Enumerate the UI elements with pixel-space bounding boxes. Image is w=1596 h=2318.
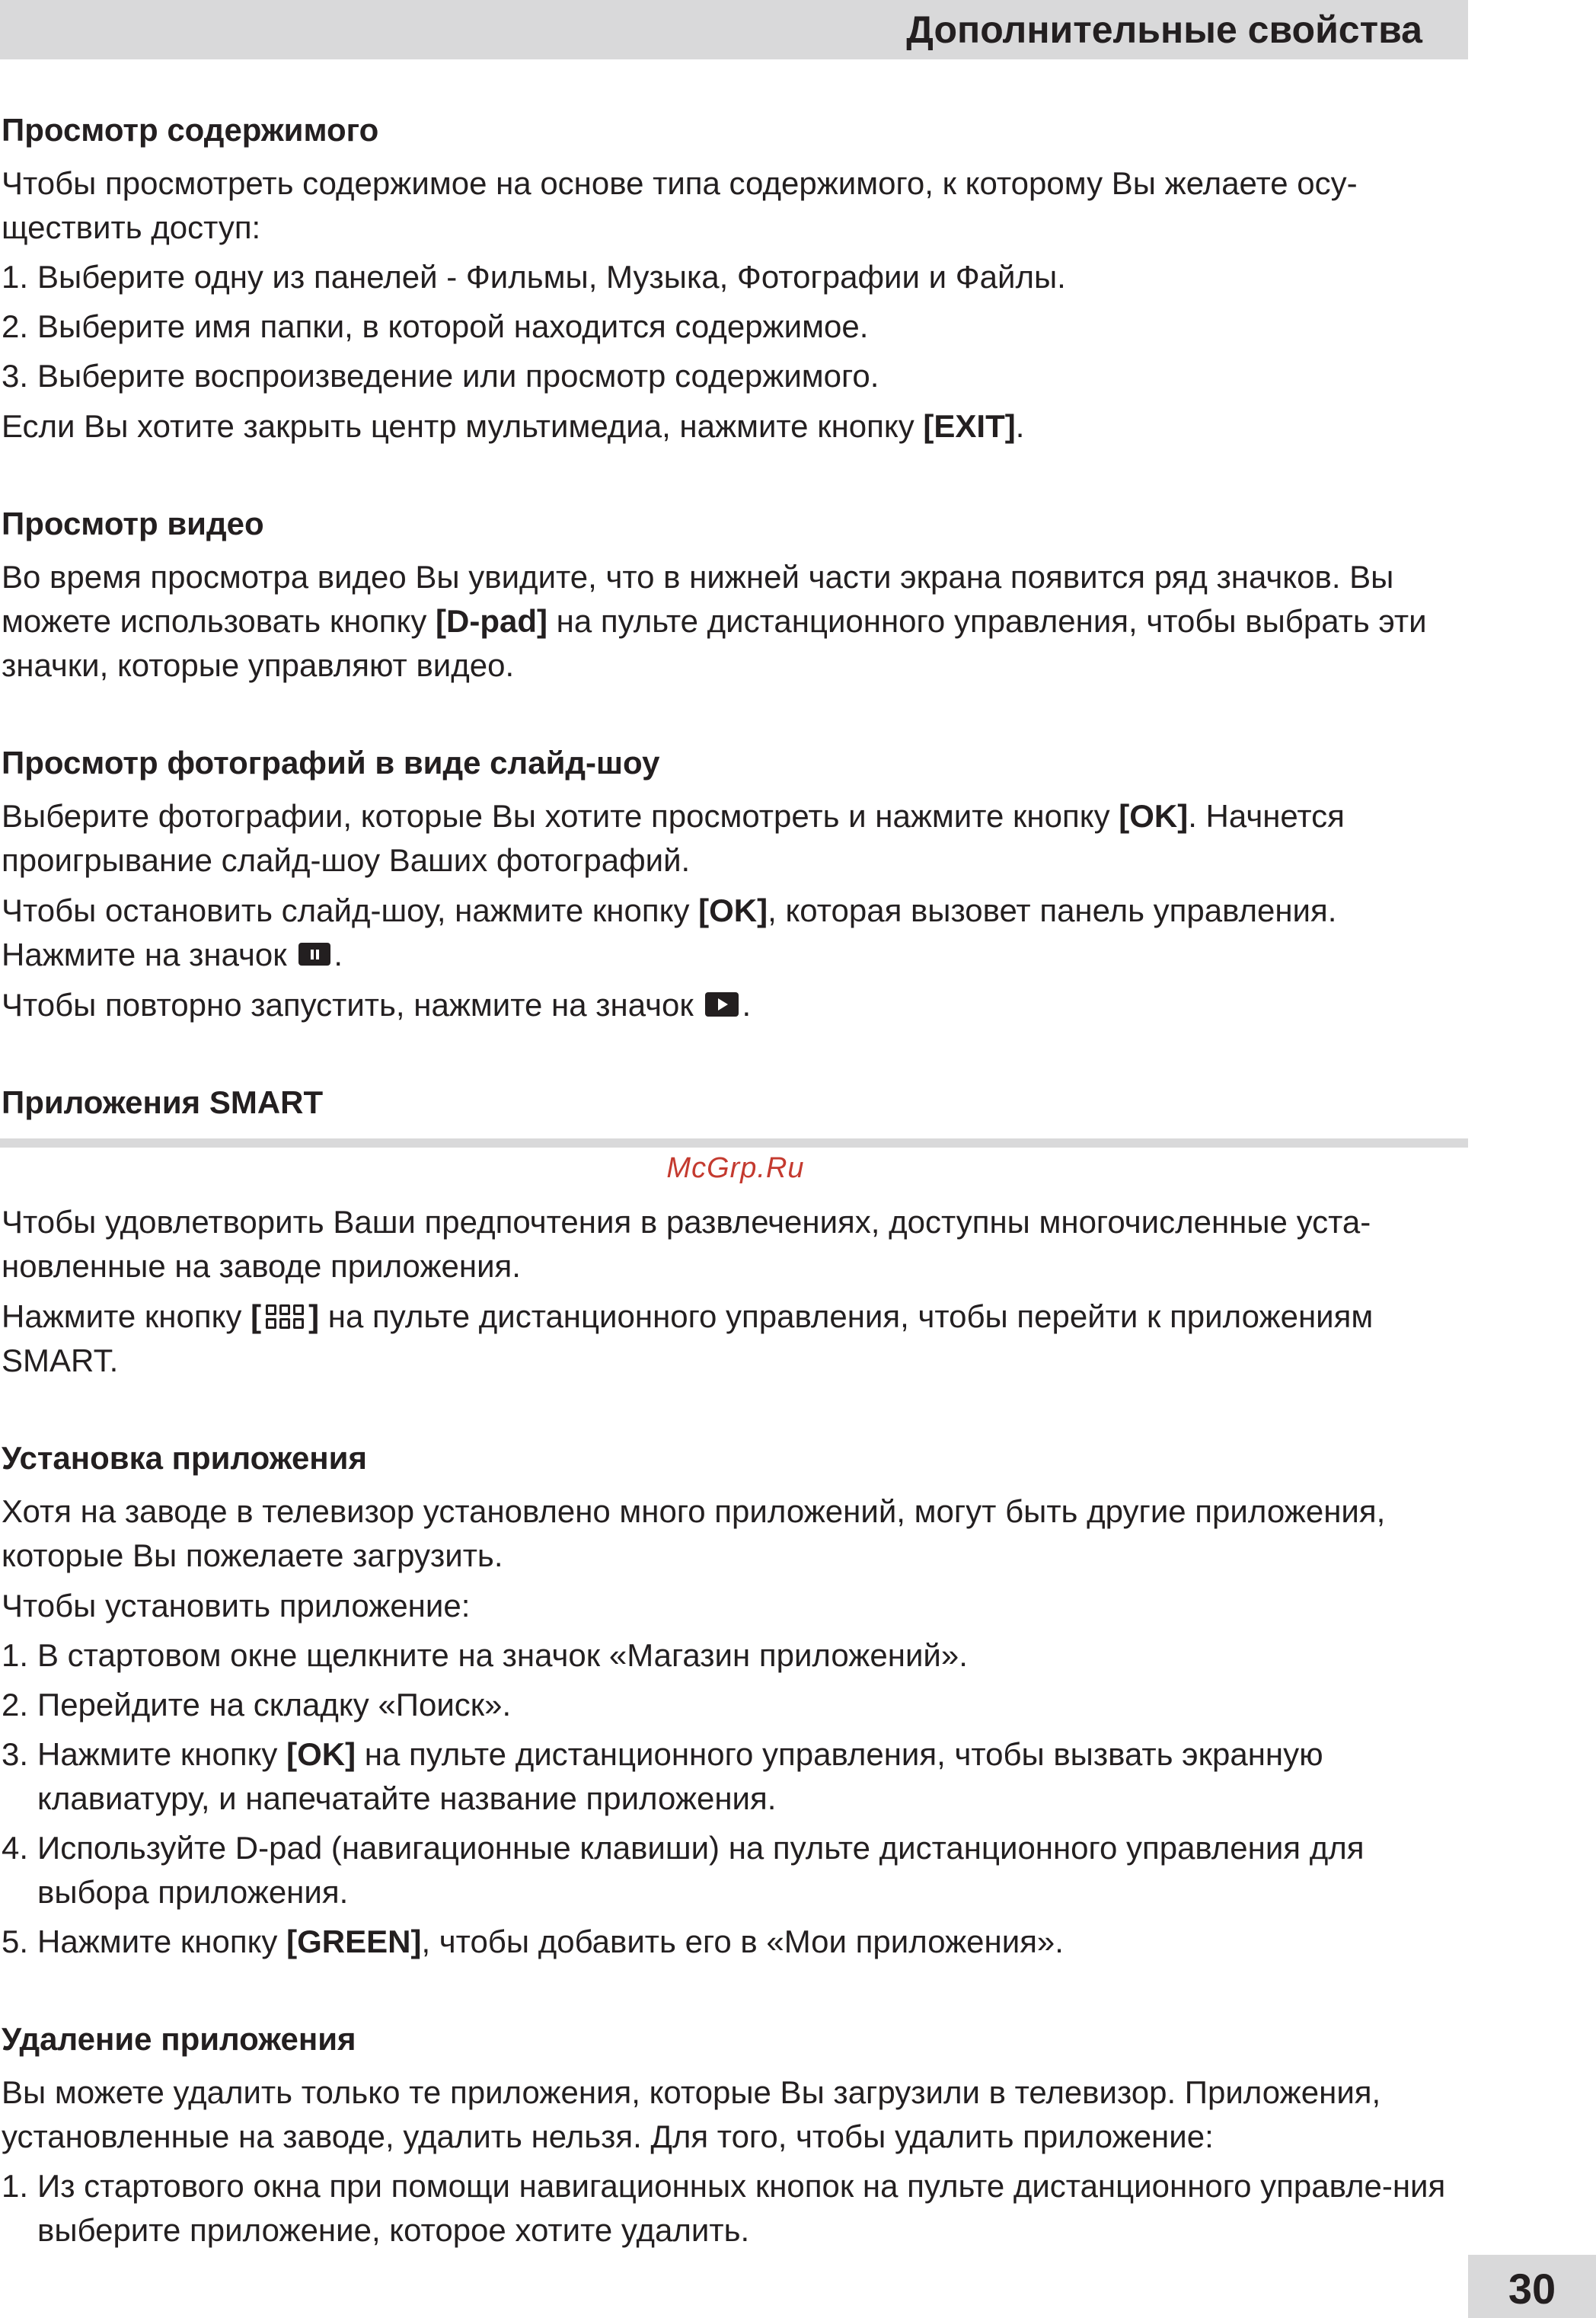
list-item: 1. Из стартового окна при помощи навигационных кнопок на пульте дистанционного управле-ния выберите приложение, которое хотите удалить.: [2, 2168, 1446, 2248]
green-key-label: [GREEN]: [286, 1924, 422, 1959]
steps-list: [2, 2164, 1471, 2253]
ok-key-label: [OK]: [698, 892, 768, 928]
paragraph: Чтобы просмотреть содержимое на основе типа содержимого, к которому Вы желаете осу-ществить доступ:: [2, 165, 1358, 245]
page-number-box: [1468, 2255, 1596, 2318]
list-item: 2. Перейдите на складку «Поиск».: [2, 1687, 512, 1723]
exit-key-label: [EXIT]: [923, 408, 1016, 444]
apps-grid-icon: [266, 1304, 304, 1329]
section-remove: [2, 2016, 1471, 2253]
list-item: 3. Выберите воспроизведение или просмотр содержимого.: [2, 358, 879, 394]
list-item: 1. В стартовом окне щелкните на значок «Магазин приложений».: [2, 1637, 968, 1673]
section-heading: Просмотр видео: [2, 506, 264, 541]
paragraph: Чтобы установить приложение:: [2, 1588, 471, 1624]
section-slideshow: [2, 739, 1471, 1027]
page-title: Дополнительные свойства: [906, 8, 1422, 51]
ok-key-label: [OK]: [1119, 798, 1189, 834]
paragraph: Выберите фотографии, которые Вы хотите просмотреть и нажмите кнопку [OK]. Начнется проигрывание слайд-шоу Ваших фотографий.: [2, 798, 1345, 878]
list-item: 3. Нажмите кнопку [OK] на пульте дистанционного управления, чтобы вызвать экранную клавиатуру, и напечатайте название приложения.: [2, 1736, 1323, 1816]
play-icon: [705, 992, 739, 1017]
list-item: 2. Выберите имя папки, в которой находится содержимое.: [2, 308, 869, 344]
dpad-key-label: [D-pad]: [436, 603, 548, 639]
section-install: [2, 1435, 1471, 1964]
section-content-view: [2, 107, 1471, 449]
ok-key-label: [OK]: [286, 1736, 356, 1772]
page-number: 30: [1508, 2265, 1556, 2313]
steps-list: [2, 1633, 1471, 1964]
section-smart-apps: [2, 1079, 1471, 1383]
list-item: 1. Выберите одну из панелей - Фильмы, Музыка, Фотографии и Файлы.: [2, 259, 1066, 295]
paragraph: Чтобы повторно запустить, нажмите на значок .: [2, 987, 752, 1023]
list-item: 5. Нажмите кнопку [GREEN], чтобы добавить его в «Мои приложения».: [2, 1924, 1064, 1959]
steps-list: [2, 255, 1471, 398]
section-heading: Просмотр содержимого: [2, 112, 379, 148]
section-video-view: [2, 500, 1471, 688]
section-heading: Удаление приложения: [2, 2021, 356, 2057]
divider: [0, 1138, 1468, 1148]
paragraph: Вы можете удалить только те приложения, которые Вы загрузили в телевизор. Приложения, установленные на заводе, удалить нельзя. Для того, чтобы удалить приложение:: [2, 2074, 1381, 2154]
watermark: McGrp.Ru: [666, 1152, 805, 1184]
paragraph: Хотя на заводе в телевизор установлено много приложений, могут быть другие приложения, которые Вы пожелаете загрузить.: [2, 1493, 1386, 1573]
section-heading: Приложения SMART: [2, 1084, 324, 1120]
paragraph: Чтобы удовлетворить Ваши предпочтения в развлечениях, доступны многочисленные уста-новленные на заводе приложения.: [2, 1204, 1371, 1284]
paragraph: Во время просмотра видео Вы увидите, что в нижней части экрана появится ряд значков. Вы можете использовать кнопку [D-pad] на пульте дистанционного управления, чтобы выбрать эти значки, которые управляют видео.: [2, 559, 1427, 683]
section-heading: Просмотр фотографий в виде слайд-шоу: [2, 745, 660, 781]
page-content: [2, 107, 1471, 2304]
paragraph: Чтобы остановить слайд-шоу, нажмите кнопку [OK], которая вызовет панель управления. Нажмите на значок .: [2, 892, 1337, 972]
list-item: 4. Используйте D-pad (навигационные клавиши) на пульте дистанционного управления для выбора приложения.: [2, 1830, 1365, 1910]
section-heading: Установка приложения: [2, 1440, 368, 1476]
pause-icon: [298, 943, 330, 966]
paragraph: Если Вы хотите закрыть центр мультимедиа, нажмите кнопку [EXIT].: [2, 408, 1025, 444]
paragraph: Нажмите кнопку [ ] на пульте дистанционного управления, чтобы перейти к приложениям SMART.: [2, 1298, 1374, 1378]
header-bar: [0, 0, 1468, 59]
